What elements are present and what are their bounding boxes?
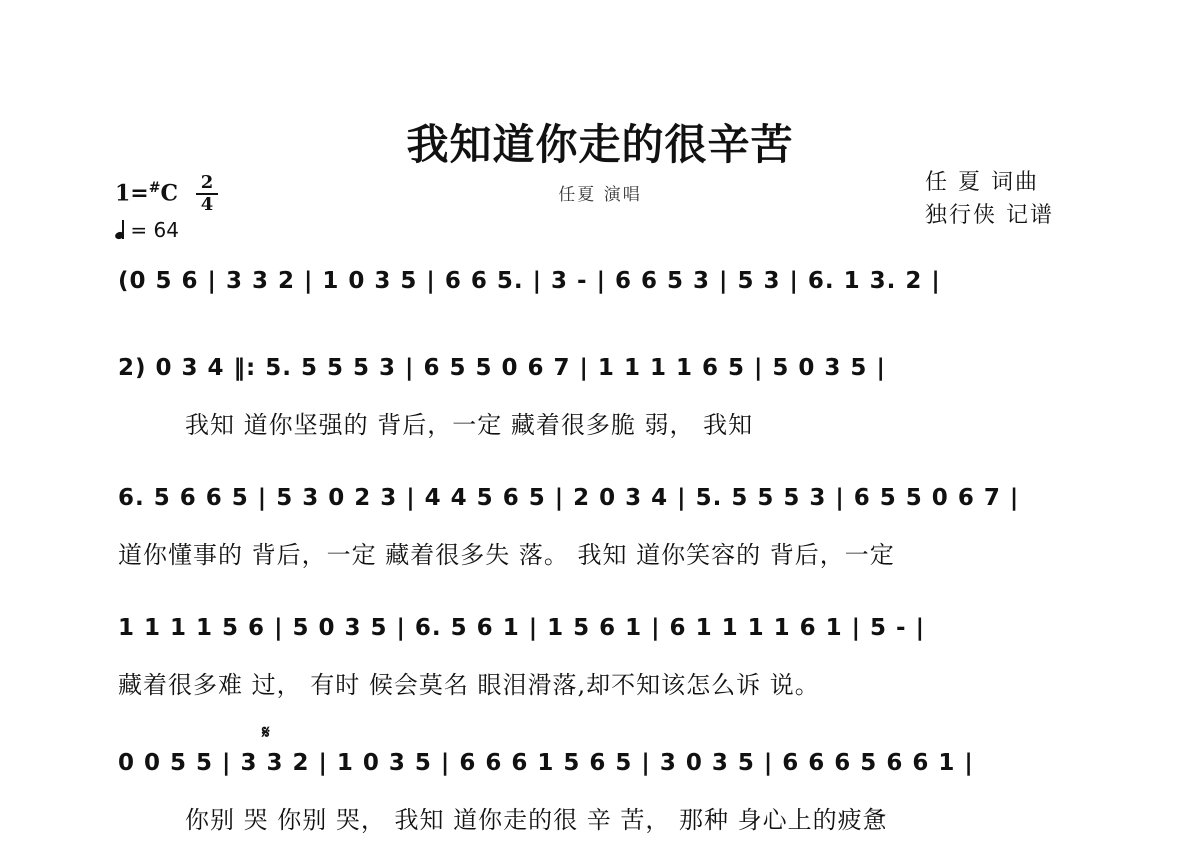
lyric-line: 你别 哭 你别 哭， 我知 道你走的很 辛 苦， 那种 身心上的疲惫 [185, 806, 888, 834]
staff-system-5 [0, 722, 1200, 834]
notation-line: 6. 5 6 6 5 | 5 3 0 2 3 | 4 4 5 6 5 | 2 0 3 4 | 5. 5 5 5 3 | 6 5 5 0 6 7 | [118, 485, 1020, 511]
notation-line: 1 1 1 1 5 6 | 5 0 3 5 | 6. 5 6 1 | 1 5 6 1 | 6 1 1 1 1 6 1 | 5 - | [118, 615, 926, 641]
staff-system-1 [0, 268, 1200, 328]
staff-system-4 [0, 615, 1200, 699]
key-signature [115, 180, 178, 206]
segno-sign: 𝄋 [262, 722, 270, 743]
quarter-note-icon [115, 218, 124, 242]
staff-system-2 [0, 355, 1200, 439]
tempo-value: = 64 [130, 218, 179, 242]
lyric-line: 我知 道你坚强的 背后，一定 藏着很多脆 弱， 我知 [185, 411, 754, 439]
staff-system-3 [0, 485, 1200, 569]
sharp-sign: # [148, 180, 161, 196]
key-label: 1= [115, 180, 149, 207]
singer-credit: 任夏 演唱 [558, 185, 642, 205]
lyric-line: 道你懂事的 背后，一定 藏着很多失 落。 我知 道你笑容的 背后，一定 [118, 541, 895, 569]
notation-line: 0 0 5 5 | 3 3 2 | 1 0 3 5 | 6 6 6 1 5 6 5 | 3 0 3 5 | 6 6 6 5 6 6 1 | [118, 750, 974, 776]
song-title: 我知道你走的很辛苦 [406, 120, 794, 169]
notation-line: (0 5 6 | 3 3 2 | 1 0 3 5 | 6 6 5. | 3 - | 6 6 5 3 | 5 3 | 6. 1 3. 2 | [118, 268, 941, 294]
tempo-marking [115, 218, 179, 242]
key-note: C [160, 180, 178, 207]
time-signature-bottom: 4 [200, 194, 214, 215]
time-signature [196, 174, 218, 214]
time-signature-top: 2 [200, 172, 214, 193]
transcriber-credit: 独行侠 记谱 [925, 203, 1054, 228]
notation-line: 2) 0 3 4 ‖: 5. 5 5 5 3 | 6 5 5 0 6 7 | 1 1 1 1 6 5 | 5 0 3 5 | [118, 355, 886, 381]
composer-credit: 任 夏 词曲 [925, 170, 1039, 195]
lyric-line: 藏着很多难 过， 有时 候会莫名 眼泪滑落,却不知该怎么诉 说。 [118, 671, 820, 699]
